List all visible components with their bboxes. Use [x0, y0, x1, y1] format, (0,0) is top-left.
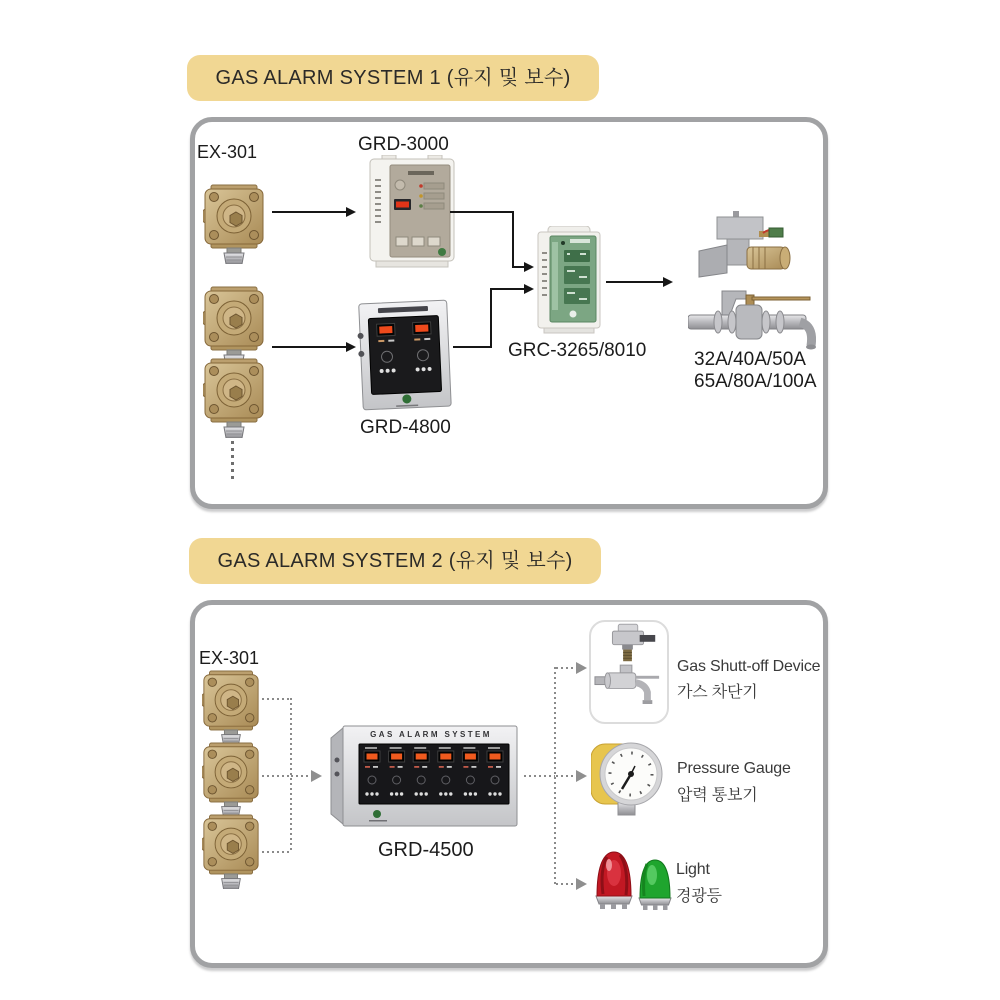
arrow-sensor1-to-grd3000: [272, 211, 346, 213]
dotted-sensor3-stub: [262, 851, 291, 853]
dotted-arrow-to-shutoff: [556, 667, 577, 669]
output-gauge-label-ko: 압력 통보기: [677, 787, 758, 804]
valve-sizes-line2: 65A/80A/100A: [694, 371, 817, 392]
ex301-sensor-image: [203, 286, 265, 366]
system1-sensor-label: EX-301: [197, 142, 258, 162]
ex301-sensor-image: [202, 814, 260, 889]
gray-arrowhead-icon: [576, 770, 587, 782]
grd4500-panel-title: GAS ALARM SYSTEM: [370, 730, 492, 739]
system1-title: GAS ALARM SYSTEM 1 (유지 및 보수): [215, 67, 571, 89]
gray-arrowhead-icon: [576, 662, 587, 674]
pressure-gauge-image: [591, 738, 663, 822]
output-gauge-label-en: Pressure Gauge: [677, 760, 791, 777]
arrowhead-icon: [524, 262, 534, 272]
dotted-arrow-to-grd4500: [291, 775, 313, 777]
grd4800-label: GRD-4800: [360, 417, 451, 438]
shutoff-valve-small-image: [693, 211, 801, 289]
line-grd3000-down: [512, 211, 514, 268]
line-grd3000-out: [450, 211, 514, 213]
ex301-sensor-image: [202, 670, 260, 745]
line-grd4800-up: [490, 289, 492, 348]
valve-sizes-line1: 32A/40A/50A: [694, 349, 806, 370]
ex301-sensor-image: [203, 184, 265, 264]
arrowhead-icon: [346, 207, 356, 217]
grd4500-label: GRD-4500: [378, 839, 474, 861]
shutoff-valve-large-image: [688, 289, 816, 351]
grd3000-label: GRD-3000: [358, 134, 449, 155]
gas-shutoff-device-image: [593, 622, 663, 716]
gray-arrowhead-icon: [311, 770, 322, 782]
output-shutoff-label-en: Gas Shutt-off Device: [677, 658, 821, 675]
output-light-label-ko: 경광등: [676, 888, 722, 905]
more-sensors-ellipsis: [231, 441, 234, 481]
arrow-sensor2-to-grd4800: [272, 346, 346, 348]
line-grd4800-into-grc: [490, 288, 526, 290]
system2-title-badge: [189, 538, 601, 584]
dotted-sensor2-stub: [262, 775, 291, 777]
warning-lights-image: [589, 849, 677, 911]
arrowhead-icon: [346, 342, 356, 352]
arrow-grc-to-valves: [606, 281, 664, 283]
system2-sensor-label: EX-301: [199, 648, 260, 668]
grd4800-controller-image: [356, 296, 454, 414]
system1-title-badge: [187, 55, 599, 101]
dotted-grd4500-out: [524, 775, 555, 777]
dotted-sensor1-stub: [262, 698, 291, 700]
dotted-arrow-to-gauge: [556, 775, 577, 777]
arrowhead-icon: [524, 284, 534, 294]
grc-label: GRC-3265/8010: [508, 340, 647, 361]
output-shutoff-label-ko: 가스 차단기: [677, 684, 758, 701]
ex301-sensor-image: [202, 742, 260, 817]
arrowhead-icon: [663, 277, 673, 287]
ex301-sensor-image: [203, 358, 265, 438]
output-light-label-en: Light: [676, 861, 710, 878]
dotted-arrow-to-light: [556, 883, 577, 885]
gray-arrowhead-icon: [576, 878, 587, 890]
grd3000-controller-image: [362, 155, 462, 268]
line-grd4800-out: [453, 346, 492, 348]
grc-receiver-image: [534, 226, 604, 334]
system2-title: GAS ALARM SYSTEM 2 (유지 및 보수): [217, 550, 573, 572]
